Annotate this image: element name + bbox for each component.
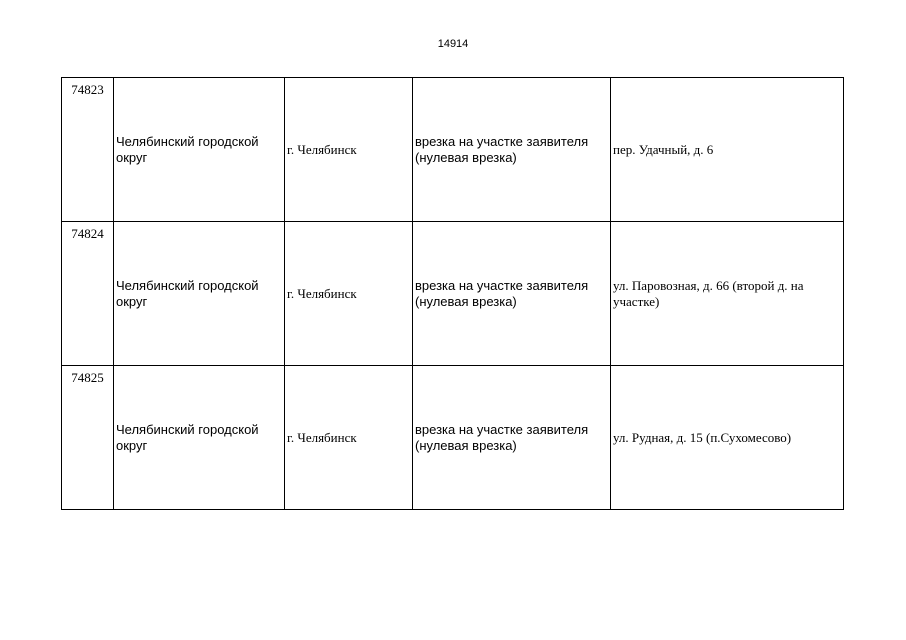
registry-table: [61, 77, 844, 510]
table-row: [62, 366, 844, 510]
address-cell: ул. Рудная, д. 15 (п.Сухомесово): [611, 366, 844, 510]
table-row: [62, 78, 844, 222]
locality-cell: г. Челябинск: [285, 366, 413, 510]
row-id-cell: 74823: [62, 78, 114, 222]
connection-type-cell: врезка на участке заявителя (нулевая врезка): [413, 78, 611, 222]
row-id-cell: 74825: [62, 366, 114, 510]
row-id-cell: 74824: [62, 222, 114, 366]
municipality-cell: Челябинский городской округ: [114, 366, 285, 510]
page-number: 14914: [437, 38, 469, 50]
municipality-cell: Челябинский городской округ: [114, 78, 285, 222]
connection-type-cell: врезка на участке заявителя (нулевая врезка): [413, 222, 611, 366]
table-row: [62, 222, 844, 366]
locality-cell: г. Челябинск: [285, 222, 413, 366]
municipality-cell: Челябинский городской округ: [114, 222, 285, 366]
locality-cell: г. Челябинск: [285, 78, 413, 222]
connection-type-cell: врезка на участке заявителя (нулевая врезка): [413, 366, 611, 510]
address-cell: ул. Паровозная, д. 66 (второй д. на участке): [611, 222, 844, 366]
address-cell: пер. Удачный, д. 6: [611, 78, 844, 222]
